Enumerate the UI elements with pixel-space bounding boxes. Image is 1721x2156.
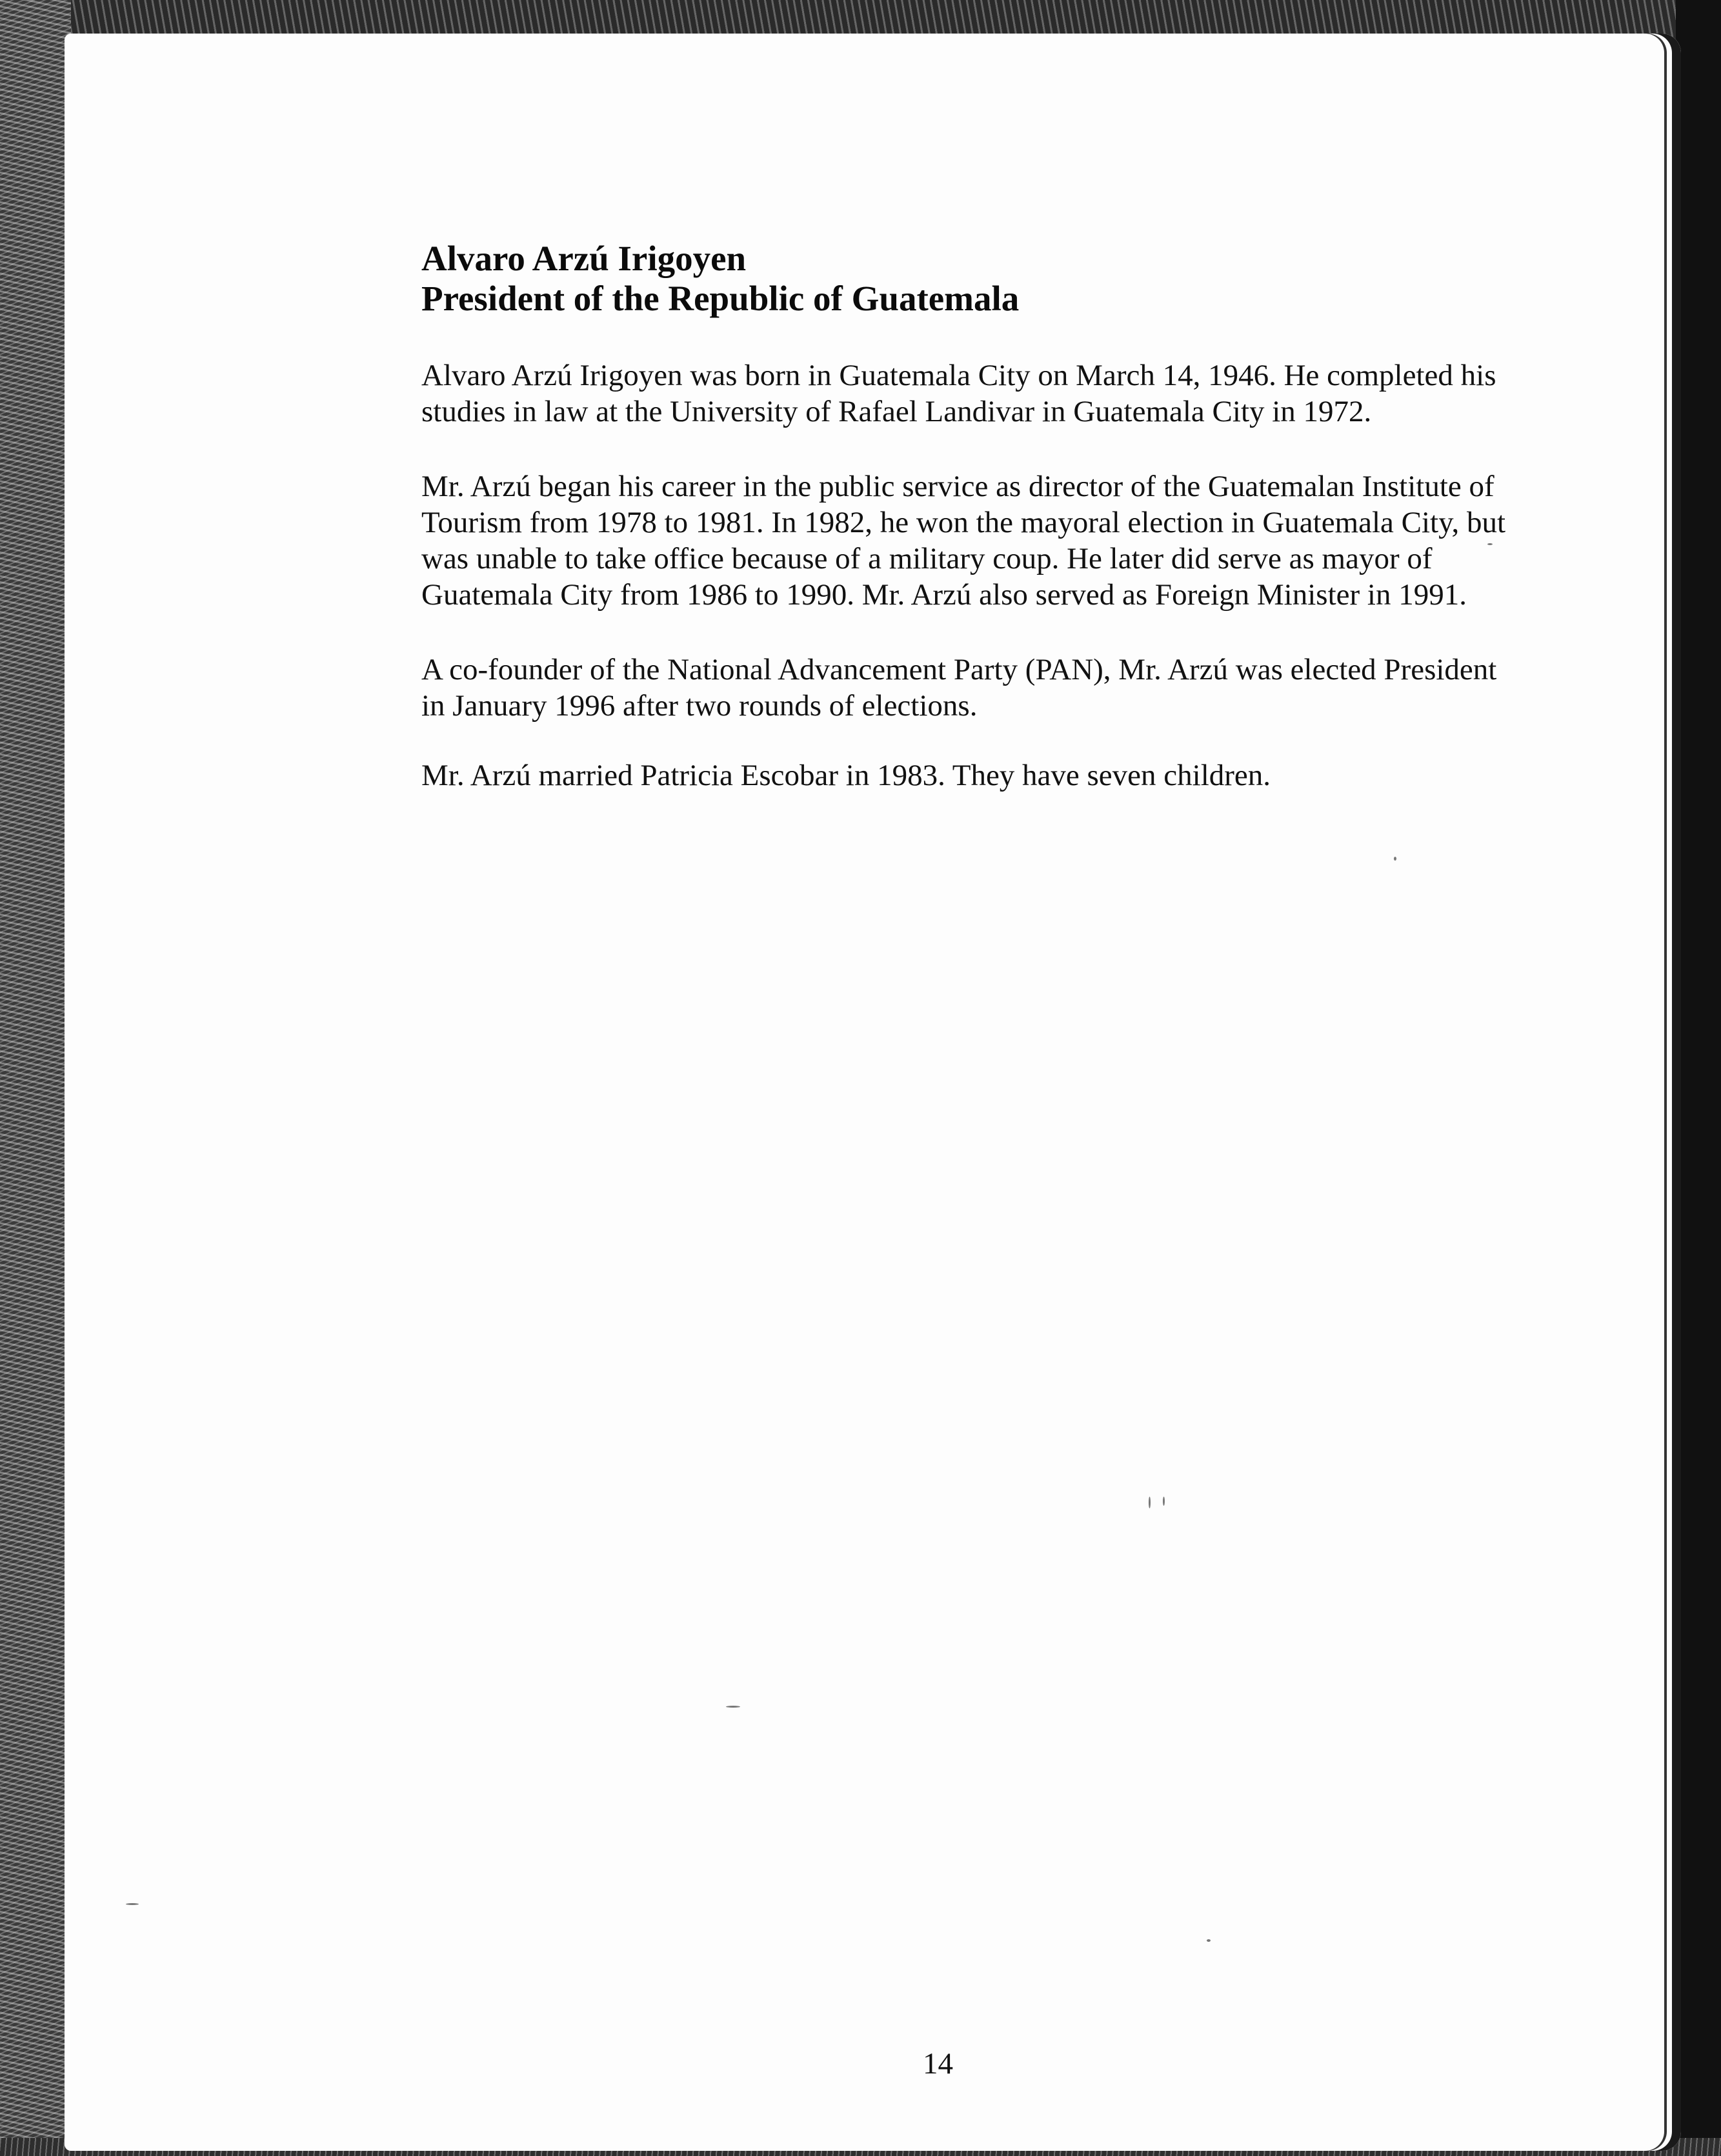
scan-edge-left: [0, 0, 71, 2156]
scan-speck: [126, 1903, 139, 1905]
person-role-heading: President of the Republic of Guatemala: [421, 279, 1020, 318]
person-name-heading: Alvaro Arzú Irigoyen: [421, 239, 747, 278]
scan-speck: [1163, 1497, 1165, 1506]
biography-content: [421, 239, 1525, 832]
paragraph-early-life: Alvaro Arzú Irigoyen was born in Guatemala City on March 14, 1946. He completed his studies in law at the University of Rafael Landivar in Guatemala City in 1972.: [421, 359, 1496, 428]
scan-speck: [1149, 1497, 1151, 1508]
paragraph-career: Mr. Arzú began his career in the public service as director of the Guatemalan Institute of Tourism from 1978 to 1981. In 1982, he won the mayoral election in Guatemala City, but was unable to take office because of a military coup. He later did serve as mayor of Guatemala City from 1986 to 1990. Mr. Arzú also served as Foreign Minister in 1991.: [421, 470, 1506, 612]
page-number: 14: [923, 2047, 953, 2081]
paragraph-presidency: A co-founder of the National Advancement Party (PAN), Mr. Arzú was elected President in January 1996 after two rounds of elections.: [421, 653, 1497, 723]
scan-speck: [1487, 543, 1493, 545]
paragraph-family: Mr. Arzú married Patricia Escobar in 1983. They have seven children.: [421, 759, 1271, 792]
document-page: [65, 34, 1681, 2151]
scan-speck: [726, 1706, 740, 1708]
scan-edge-right: [1676, 0, 1721, 2156]
scan-speck: [1207, 1939, 1211, 1942]
scan-speck: [1394, 857, 1396, 861]
